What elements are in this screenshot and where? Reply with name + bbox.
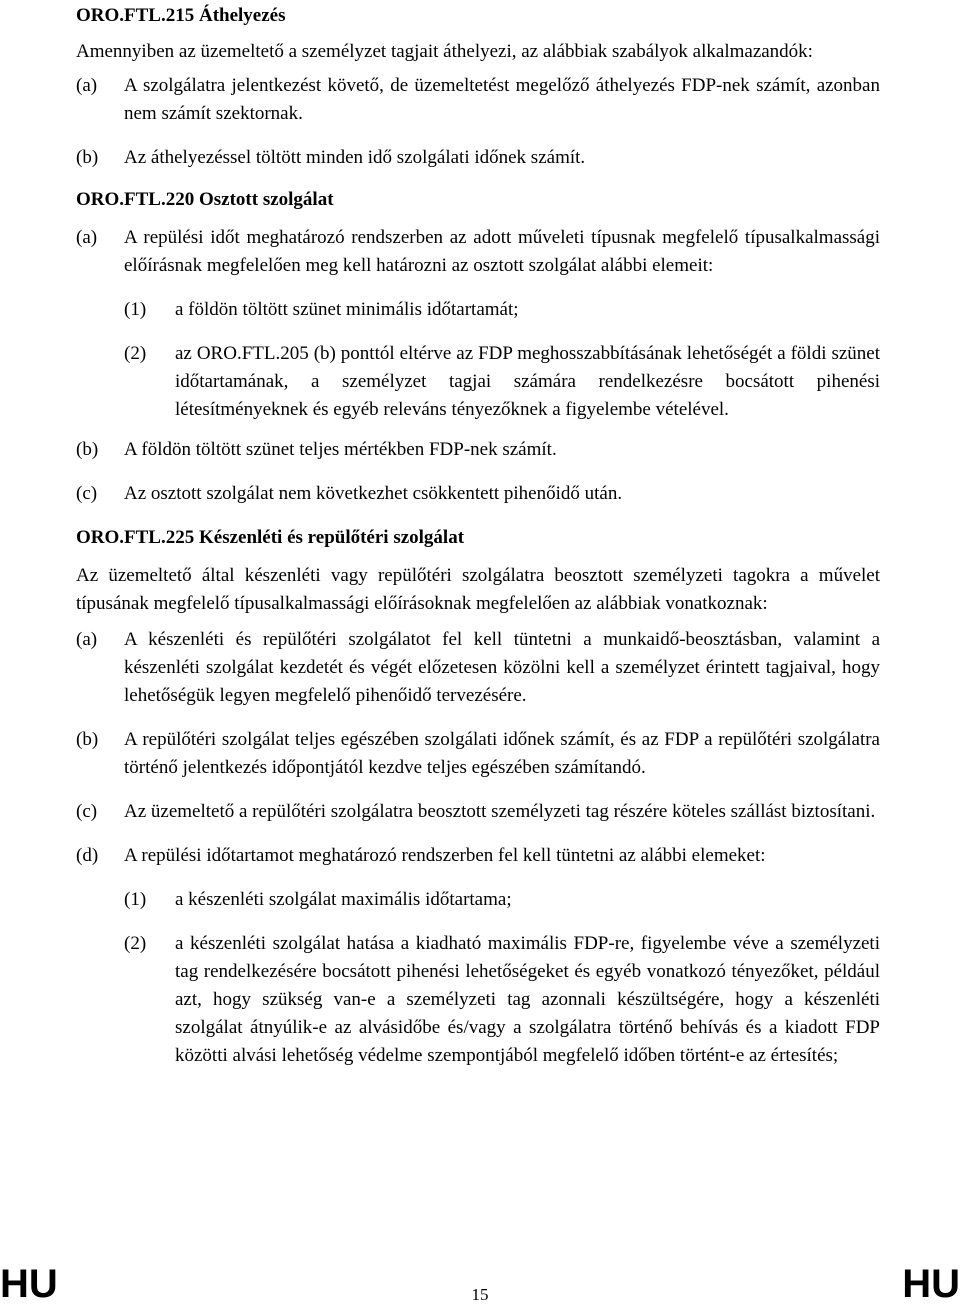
item-label: (b) xyxy=(76,729,99,750)
section-heading-215: ORO.FTL.215 Áthelyezés xyxy=(76,5,286,26)
item-label: (b) xyxy=(76,439,99,460)
footer-language-right: HU xyxy=(902,1262,960,1306)
subitem-text: az ORO.FTL.205 (b) ponttól eltérve az FDP meghosszabbításának lehetőségét a földi szünet időtartamának, a személyzet tagjai számára rendelkezésre bocsátott pihenési létesítményeknek és egyéb releváns tényezőknek a figyelembe vételével. xyxy=(175,343,880,420)
footer-language-left: HU xyxy=(0,1262,58,1306)
list-item xyxy=(76,224,880,280)
section-heading-225: ORO.FTL.225 Készenléti és repülőtéri szolgálat xyxy=(76,527,465,548)
item-label: (a) xyxy=(76,629,98,650)
item-text: A repülési időtartamot meghatározó rendszerben fel kell tüntetni az alábbi elemeket: xyxy=(124,845,766,866)
section-heading-220: ORO.FTL.220 Osztott szolgálat xyxy=(76,189,334,210)
list-item xyxy=(76,436,880,464)
item-label: (a) xyxy=(76,75,98,96)
sub-list-item xyxy=(124,296,880,324)
subitem-text: a földön töltött szünet minimális időtartamát; xyxy=(175,299,519,320)
section-intro-215: Amennyiben az üzemeltető a személyzet tagjait áthelyezi, az alábbiak szabályok alkalmazandók: xyxy=(76,41,813,62)
item-text: Az üzemeltető a repülőtéri szolgálatra beosztott személyzeti tag részére köteles szállást biztosítani. xyxy=(124,801,876,822)
list-item xyxy=(76,842,880,870)
item-label: (b) xyxy=(76,147,99,168)
sub-list-item xyxy=(124,340,880,424)
sub-list-item xyxy=(124,886,880,914)
list-item xyxy=(76,798,880,826)
subitem-label: (1) xyxy=(124,299,147,320)
item-text: A szolgálatra jelentkezést követő, de üzemeltetést megelőző áthelyezés FDP-nek számít, azonban nem számít szektornak. xyxy=(124,75,880,124)
item-text: A repülőtéri szolgálat teljes egészében szolgálati időnek számít, és az FDP a repülőtéri szolgálatra történő jelentkezés időpontjától kezdve teljes egészében számítandó. xyxy=(124,729,880,778)
item-text: A repülési időt meghatározó rendszerben az adott műveleti típusnak megfelelő típusalkalmassági előírásnak megfelelően meg kell határozni az osztott szolgálat alábbi elemeit: xyxy=(124,227,880,276)
item-label: (a) xyxy=(76,227,98,248)
subitem-label: (2) xyxy=(124,933,147,954)
list-item xyxy=(76,72,880,128)
list-item xyxy=(76,726,880,782)
list-item xyxy=(76,144,880,172)
subitem-text: a készenléti szolgálat maximális időtartama; xyxy=(175,889,512,910)
item-text: A földön töltött szünet teljes mértékben FDP-nek számít. xyxy=(124,439,557,460)
item-label: (c) xyxy=(76,801,98,822)
document-page xyxy=(76,0,880,1070)
list-item xyxy=(76,480,880,508)
page-number: 15 xyxy=(471,1285,489,1304)
item-label: (d) xyxy=(76,845,99,866)
list-item xyxy=(76,626,880,710)
subitem-label: (1) xyxy=(124,889,147,910)
item-text: Az áthelyezéssel töltött minden idő szolgálati időnek számít. xyxy=(124,147,586,168)
section-intro-225: Az üzemeltető által készenléti vagy repülőtéri szolgálatra beosztott személyzeti tagokra a művelet típusának megfelelő típusalkalmassági előírásoknak megfelelően az alábbiak vonatkoznak: xyxy=(76,565,880,614)
item-text: A készenléti és repülőtéri szolgálatot fel kell tüntetni a munkaidő-beosztásban, valamint a készenléti szolgálat kezdetét és végét előzetesen közölni kell a személyzet érintett tagjaival, hogy lehetőségük legyen megfelelő pihenőidő tervezésére. xyxy=(124,629,880,706)
item-text: Az osztott szolgálat nem következhet csökkentett pihenőidő után. xyxy=(124,483,623,504)
sub-list-item xyxy=(124,930,880,1070)
item-label: (c) xyxy=(76,483,98,504)
subitem-label: (2) xyxy=(124,343,147,364)
subitem-text: a készenléti szolgálat hatása a kiadható maximális FDP-re, figyelembe véve a személyzeti tag rendelkezésére bocsátott pihenési lehetőségeket és egyéb vonatkozó tényezőket, például azt, hogy szükség van-e a személyzeti tag azonnali készültségére, hogy a készenléti szolgálat átnyúlik-e az alvásidőbe és/vagy a szolgálatra történő behívás és a kiadott FDP közötti alvási lehetőség védelme szempontjából megfelelő időben történt-e az értesítés; xyxy=(175,933,880,1066)
